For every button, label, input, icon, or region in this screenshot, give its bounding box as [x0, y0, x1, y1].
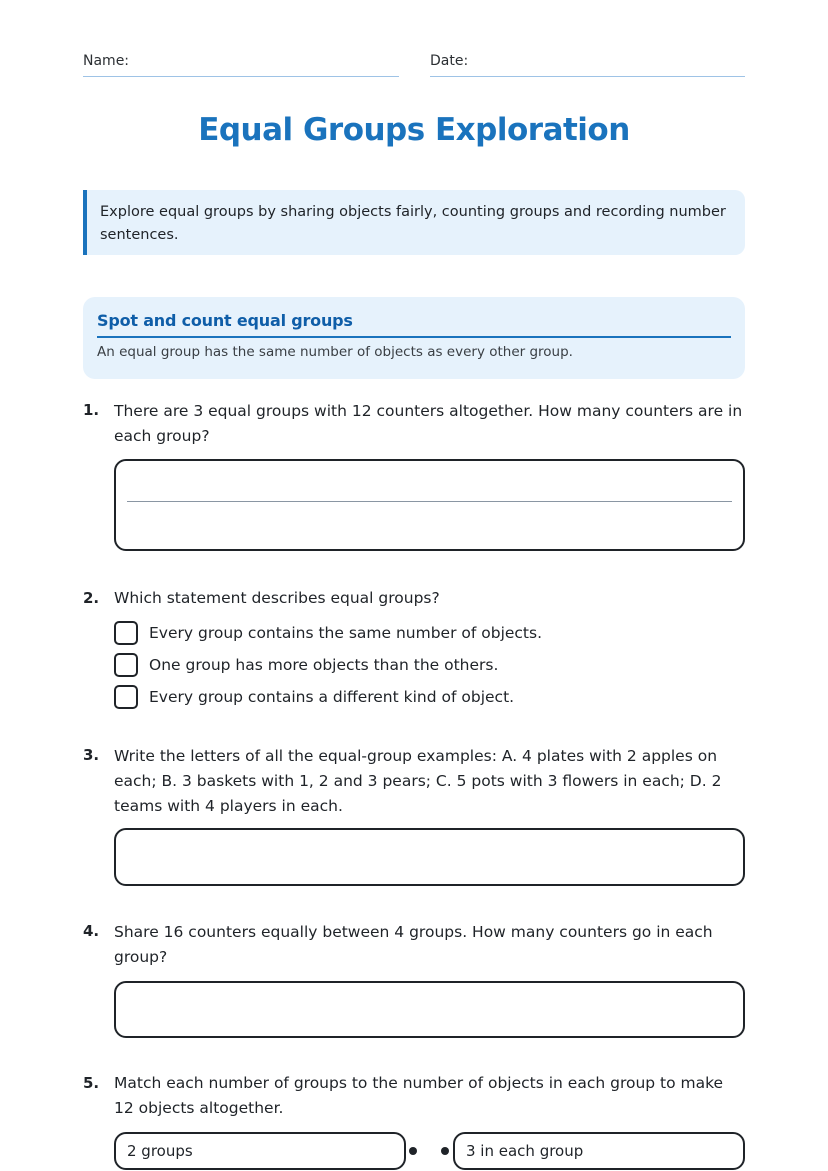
writing-line [127, 501, 732, 502]
question-number: 3. [83, 746, 100, 764]
answer-box[interactable] [114, 459, 745, 551]
option-label: Every group contains the same number of objects. [149, 624, 543, 642]
answer-box[interactable] [114, 981, 745, 1038]
page-title: Equal Groups Exploration [198, 112, 630, 148]
intro-callout [83, 190, 745, 255]
section-description: An equal group has the same number of objects as every other group. [97, 344, 573, 360]
match-left-label: 2 groups [127, 1142, 193, 1160]
question-text: Which statement describes equal groups? [114, 589, 440, 607]
question-number: 5. [83, 1074, 100, 1092]
question-text: Match each number of groups to the number of objects in each group to make 12 objects altogether. [114, 1074, 724, 1117]
checkbox[interactable] [114, 685, 138, 709]
option-label: One group has more objects than the others. [149, 656, 499, 674]
question-number: 1. [83, 401, 100, 419]
option-label: Every group contains a different kind of object. [149, 688, 515, 706]
question-number: 4. [83, 922, 100, 940]
option-item[interactable] [114, 684, 514, 710]
question-text: Write the letters of all the equal-group examples: A. 4 plates with 2 apples on each; B. 3 baskets with 1, 2 and 3 pears; C. 5 pots with 3 flowers in each; D. 2 teams with 4 players in each. [114, 747, 722, 815]
date-field[interactable] [430, 76, 745, 77]
match-connector-dot[interactable] [441, 1147, 449, 1155]
option-item[interactable] [114, 652, 498, 678]
checkbox[interactable] [114, 621, 138, 645]
answer-box[interactable] [114, 828, 745, 886]
intro-text: Explore equal groups by sharing objects fairly, counting groups and recording number sentences. [100, 204, 726, 243]
question-text: Share 16 counters equally between 4 groups. How many counters go in each group? [114, 923, 713, 966]
name-label: Name: [83, 53, 130, 69]
section-title: Spot and count equal groups [97, 311, 731, 338]
date-label: Date: [430, 53, 469, 69]
match-right-item[interactable] [453, 1132, 745, 1170]
question-text: There are 3 equal groups with 12 counters altogether. How many counters are in each group? [114, 402, 743, 445]
name-field[interactable] [83, 76, 399, 77]
match-left-item[interactable] [114, 1132, 406, 1170]
match-connector-dot[interactable] [409, 1147, 417, 1155]
option-item[interactable] [114, 620, 542, 646]
checkbox[interactable] [114, 653, 138, 677]
match-right-label: 3 in each group [466, 1142, 584, 1160]
section-header [83, 297, 745, 379]
question-number: 2. [83, 589, 100, 607]
